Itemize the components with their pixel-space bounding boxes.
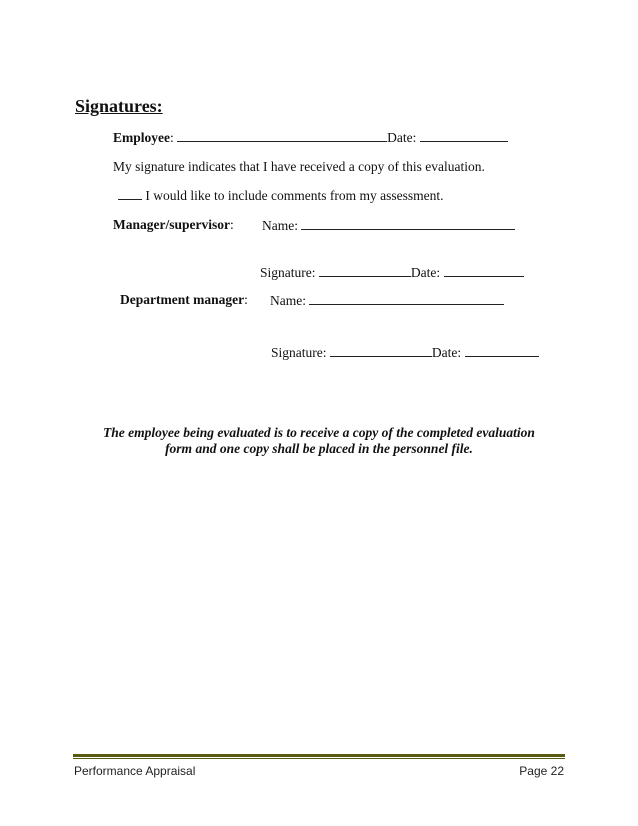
department-manager-label: Department manager (120, 292, 245, 307)
manager-name-row (262, 217, 515, 234)
department-manager-date-blank[interactable] (465, 344, 539, 357)
employee-colon: : (170, 130, 174, 145)
footer-document-title: Performance Appraisal (74, 764, 196, 778)
employee-date-label: Date: (387, 130, 417, 145)
department-manager-signature-blank[interactable] (330, 344, 432, 357)
manager-signature-blank[interactable] (319, 264, 411, 277)
manager-name-blank[interactable] (301, 217, 515, 230)
manager-signature-label: Signature: (260, 265, 316, 280)
distribution-note-line-2: form and one copy shall be placed in the personnel file. (165, 441, 473, 456)
department-manager-row (120, 292, 248, 308)
employee-label: Employee (113, 130, 170, 145)
manager-colon: : (230, 217, 234, 232)
department-manager-name-row (270, 292, 504, 309)
manager-date-blank[interactable] (444, 264, 524, 277)
footer-divider (73, 754, 565, 757)
acknowledgement-text: My signature indicates that I have received a copy of this evaluation. (113, 159, 485, 174)
page-heading: Signatures: (75, 96, 163, 116)
department-manager-name-blank[interactable] (309, 292, 504, 305)
manager-date-label: Date: (410, 265, 441, 280)
comments-checkbox-blank[interactable] (118, 187, 142, 200)
comments-option-label: I would like to include comments from my assessment. (145, 188, 444, 203)
employee-row (113, 129, 508, 146)
department-manager-signature-label: Signature: (271, 345, 327, 360)
employee-date-blank[interactable] (420, 129, 508, 142)
department-manager-date-label: Date: (431, 345, 462, 360)
manager-signature-row (260, 264, 524, 281)
manager-label: Manager/supervisor (113, 217, 230, 232)
manager-row (113, 217, 234, 233)
distribution-note-line-1: The employee being evaluated is to receive a copy of the completed evaluation (103, 425, 535, 440)
department-manager-name-label: Name: (270, 293, 306, 308)
employee-signature-blank[interactable] (177, 129, 387, 142)
manager-name-label: Name: (262, 218, 298, 233)
department-manager-colon: : (244, 292, 248, 307)
footer-page-number: Page 22 (519, 764, 564, 778)
comments-option-row (118, 187, 443, 204)
department-manager-signature-row (271, 344, 539, 361)
footer-divider-thin (73, 758, 565, 759)
